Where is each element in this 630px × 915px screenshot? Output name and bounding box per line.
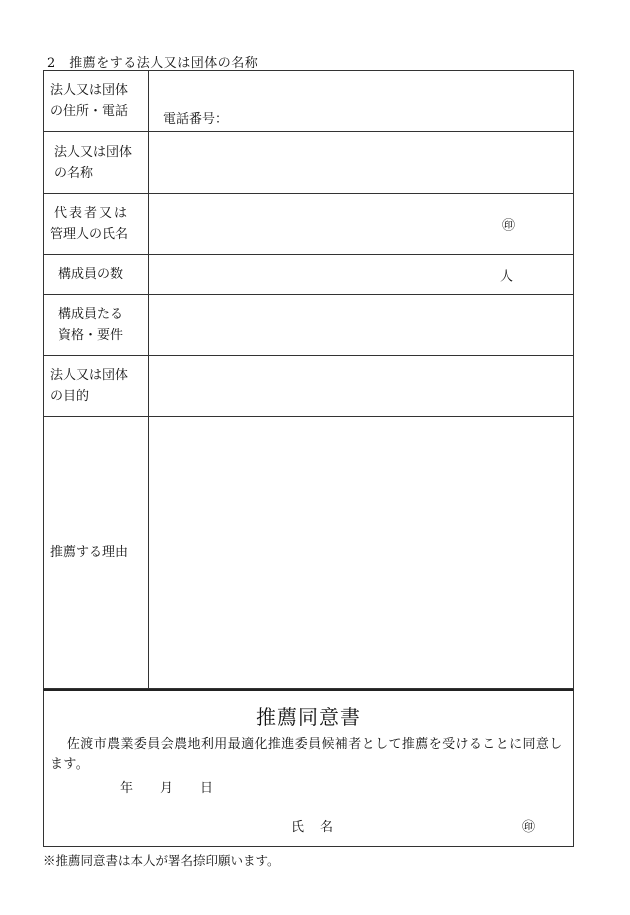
row-org-name xyxy=(44,132,574,194)
consent-title: 推薦同意書 xyxy=(256,705,361,729)
label-address-phone xyxy=(44,71,149,132)
consent-statement: 佐渡市農業委員会農地利用最適化推進委員候補者として推薦を受けることに同意します。 xyxy=(50,737,563,772)
date-year-label[interactable]: 年 xyxy=(120,781,134,796)
phone-number-label: 電話番号： xyxy=(163,112,229,127)
label-line: 構成員の数 xyxy=(58,267,124,282)
consent-seal-mark: ㊞ xyxy=(522,820,536,835)
footnote: ※推薦同意書は本人が署名捺印願います。 xyxy=(43,853,280,868)
row-representative xyxy=(44,194,574,255)
row-reason xyxy=(44,417,574,689)
org-name-field[interactable] xyxy=(149,132,574,194)
label-member-count xyxy=(44,255,149,295)
member-count-field[interactable] xyxy=(149,255,574,295)
label-line: の目的 xyxy=(50,389,90,404)
date-month-label[interactable]: 月 xyxy=(160,781,174,796)
label-purpose xyxy=(44,356,149,417)
label-representative xyxy=(44,194,149,255)
label-line: の名称 xyxy=(54,165,94,181)
representative-name-field[interactable] xyxy=(149,194,574,255)
label-line: 代表者又は xyxy=(54,206,130,221)
label-line: 法人又は団体 xyxy=(50,368,129,383)
label-member-qualification xyxy=(44,295,149,356)
consent-section xyxy=(43,689,574,847)
member-qualification-field[interactable] xyxy=(149,295,574,356)
row-address-phone xyxy=(44,71,574,132)
label-line: 構成員たる xyxy=(58,307,124,322)
person-unit-label: 人 xyxy=(499,269,513,284)
label-line: 管理人の氏名 xyxy=(50,227,129,242)
label-reason xyxy=(44,417,149,689)
address-phone-field[interactable] xyxy=(149,71,574,132)
signer-name-label[interactable] xyxy=(291,816,333,835)
row-member-count xyxy=(44,255,574,295)
label-org-name xyxy=(44,132,149,194)
label-line: 法人又は団体 xyxy=(54,144,133,160)
row-member-qualification xyxy=(44,295,574,356)
date-day-label[interactable]: 日 xyxy=(200,781,214,796)
name-char-1: 氏 xyxy=(291,820,305,835)
name-char-2: 名 xyxy=(320,820,334,835)
label-line: の住所・電話 xyxy=(50,104,129,119)
label-line: 法人又は団体 xyxy=(50,83,129,98)
section-heading: 2 推薦をする法人又は団体の名称 xyxy=(47,56,259,71)
label-line: 推薦する理由 xyxy=(50,545,129,560)
recommendation-form-table xyxy=(43,70,574,689)
seal-mark: ㊞ xyxy=(501,218,515,234)
purpose-field[interactable] xyxy=(149,356,574,417)
label-line: 資格・要件 xyxy=(58,328,124,343)
reason-field[interactable] xyxy=(149,417,574,689)
row-purpose xyxy=(44,356,574,417)
